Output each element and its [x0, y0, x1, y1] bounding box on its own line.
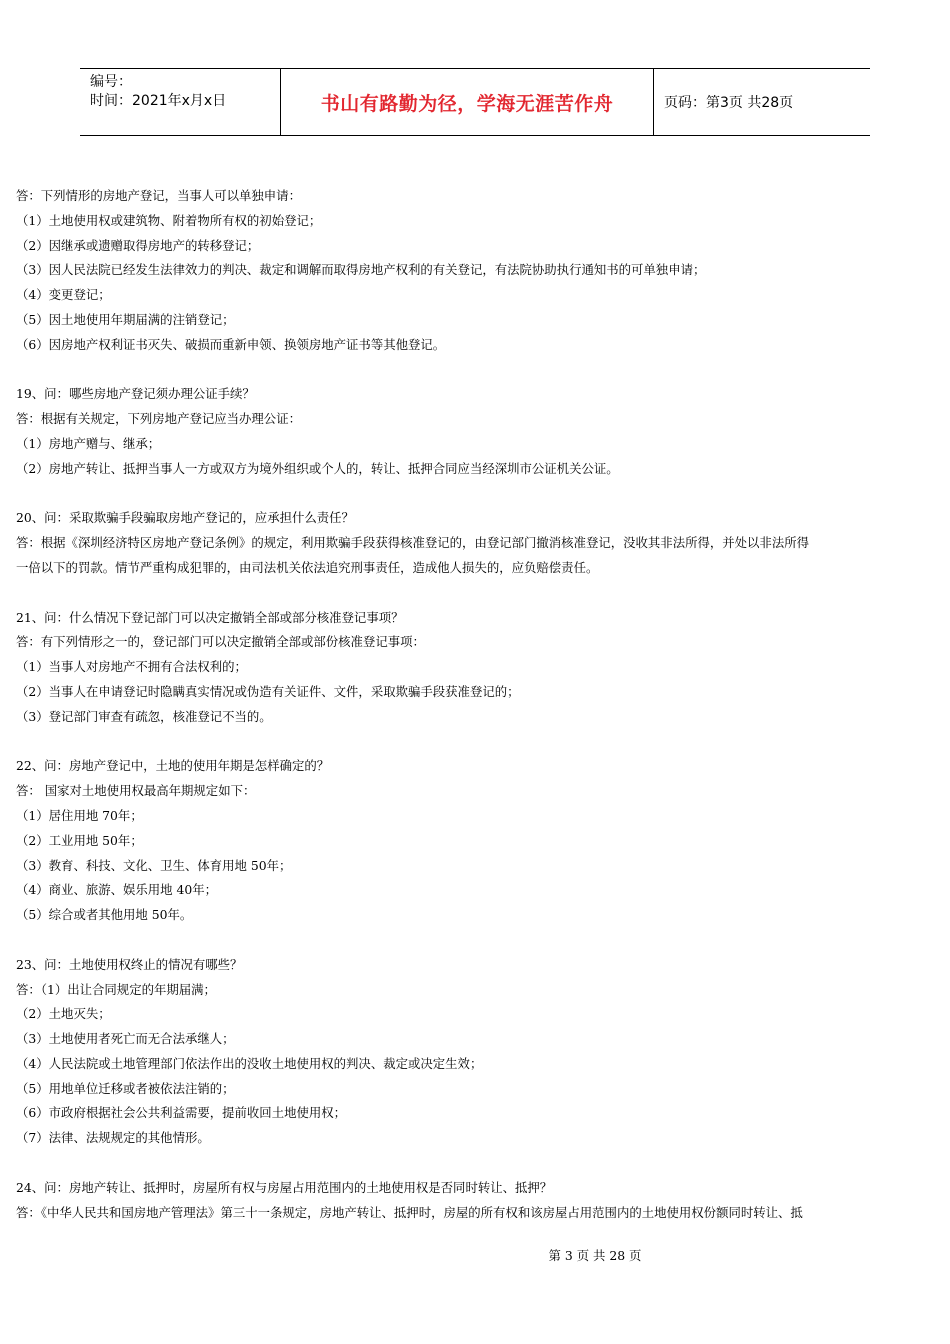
body-line: （6）市政府根据社会公共利益需要，提前收回土地使用权；	[16, 1105, 347, 1121]
header-page-number: 页码：第3页 共28页	[664, 95, 794, 111]
document-date-label: 时间：2021年x月x日	[90, 93, 227, 109]
body-line: （2）工业用地 50年；	[16, 832, 143, 848]
body-line: （4）人民法院或土地管理部门依法作出的没收土地使用权的判决、裁定或决定生效；	[16, 1055, 483, 1071]
body-line: 答：（1）出让合同规定的年期届满；	[16, 981, 216, 997]
page-header	[80, 68, 870, 136]
body-line: 21、问：什么情况下登记部门可以决定撤销全部或部分核准登记事项？	[16, 609, 404, 625]
body-line: （5）综合或者其他用地 50年。	[16, 907, 193, 923]
paragraph-gap	[16, 928, 936, 953]
body-line: 22、问：房地产登记中，土地的使用年期是怎样确定的？	[16, 758, 330, 774]
body-line: （3）登记部门审查有疏忽，核准登记不当的。	[16, 708, 272, 724]
body-line: 答：根据有关规定，下列房地产登记应当办理公证：	[16, 411, 301, 427]
page-footer: 第 3 页 共 28 页	[548, 1248, 642, 1263]
header-meta-cell	[80, 69, 281, 135]
body-line: 一倍以下的罚款。情节严重构成犯罪的，由司法机关依法追究刑事责任，造成他人损失的，应负赔偿责任。	[16, 559, 599, 575]
document-number-label: 编号：	[90, 74, 132, 90]
body-line: 24、问：房地产转让、抵押时，房屋所有权与房屋占用范围内的土地使用权是否同时转让、抵押？	[16, 1179, 553, 1195]
body-line: （1）土地使用权或建筑物、附着物所有权的初始登记；	[16, 212, 322, 228]
body-line: 答：根据《深圳经济特区房地产登记条例》的规定，利用欺骗手段获得核准登记的，由登记部门撤消核准登记，没收其非法所得，并处以非法所得	[16, 535, 809, 551]
document-body	[16, 184, 936, 1225]
body-line: （3）因人民法院已经发生法律效力的判决、裁定和调解而取得房地产权利的有关登记，有法院协助执行通知书的可单独申请；	[16, 262, 706, 278]
body-line: （2）房地产转让、抵押当事人一方或双方为境外组织或个人的，转让、抵押合同应当经深圳市公证机关公证。	[16, 460, 619, 476]
body-line: （2）当事人在申请登记时隐瞒真实情况或伪造有关证件、文件，采取欺骗手段获准登记的；	[16, 683, 520, 699]
paragraph-gap	[16, 1151, 936, 1176]
body-line: （6）因房地产权利证书灭失、破损而重新申领、换领房地产证书等其他登记。	[16, 336, 446, 352]
paragraph-gap	[16, 482, 936, 507]
paragraph-gap	[16, 581, 936, 606]
header-page-cell	[654, 69, 870, 135]
body-line: （5）因土地使用年期届满的注销登记；	[16, 311, 235, 327]
body-line: （2）因继承或遗赠取得房地产的转移登记；	[16, 237, 260, 253]
body-line: （3）教育、科技、文化、卫生、体育用地 50年；	[16, 857, 292, 873]
body-line: 答：《中华人民共和国房地产管理法》第三十一条规定，房地产转让、抵押时，房屋的所有权和该房屋占用范围内的土地使用权份额同时转让、抵	[16, 1204, 803, 1220]
body-line: 20、问：采取欺骗手段骗取房地产登记的，应承担什么责任？	[16, 510, 354, 526]
body-line: 19、问：哪些房地产登记须办理公证手续？	[16, 386, 255, 402]
body-line: （7）法律、法规规定的其他情形。	[16, 1130, 210, 1146]
body-line: 答：有下列情形之一的，登记部门可以决定撤销全部或部份核准登记事项：	[16, 634, 425, 650]
body-line: 答：下列情形的房地产登记，当事人可以单独申请：	[16, 188, 301, 203]
body-line: （4）商业、旅游、娱乐用地 40年；	[16, 882, 218, 898]
body-line: 23、问：土地使用权终止的情况有哪些？	[16, 956, 243, 972]
body-line: （1）居住用地 70年；	[16, 807, 143, 823]
body-line: （2）土地灭失；	[16, 1006, 111, 1022]
body-line: （3）土地使用者死亡而无合法承继人；	[16, 1031, 235, 1047]
body-line: （5）用地单位迁移或者被依法注销的；	[16, 1080, 235, 1096]
body-line: 答： 国家对土地使用权最高年期规定如下：	[16, 783, 256, 799]
header-motto: 书山有路勤为径，学海无涯苦作舟	[320, 92, 614, 115]
paragraph-gap	[16, 358, 936, 383]
body-line: （4）变更登记；	[16, 287, 111, 303]
body-line: （1）当事人对房地产不拥有合法权利的；	[16, 659, 247, 675]
body-line: （1）房地产赠与、继承；	[16, 435, 161, 451]
paragraph-gap	[16, 730, 936, 755]
header-motto-cell	[281, 69, 654, 135]
